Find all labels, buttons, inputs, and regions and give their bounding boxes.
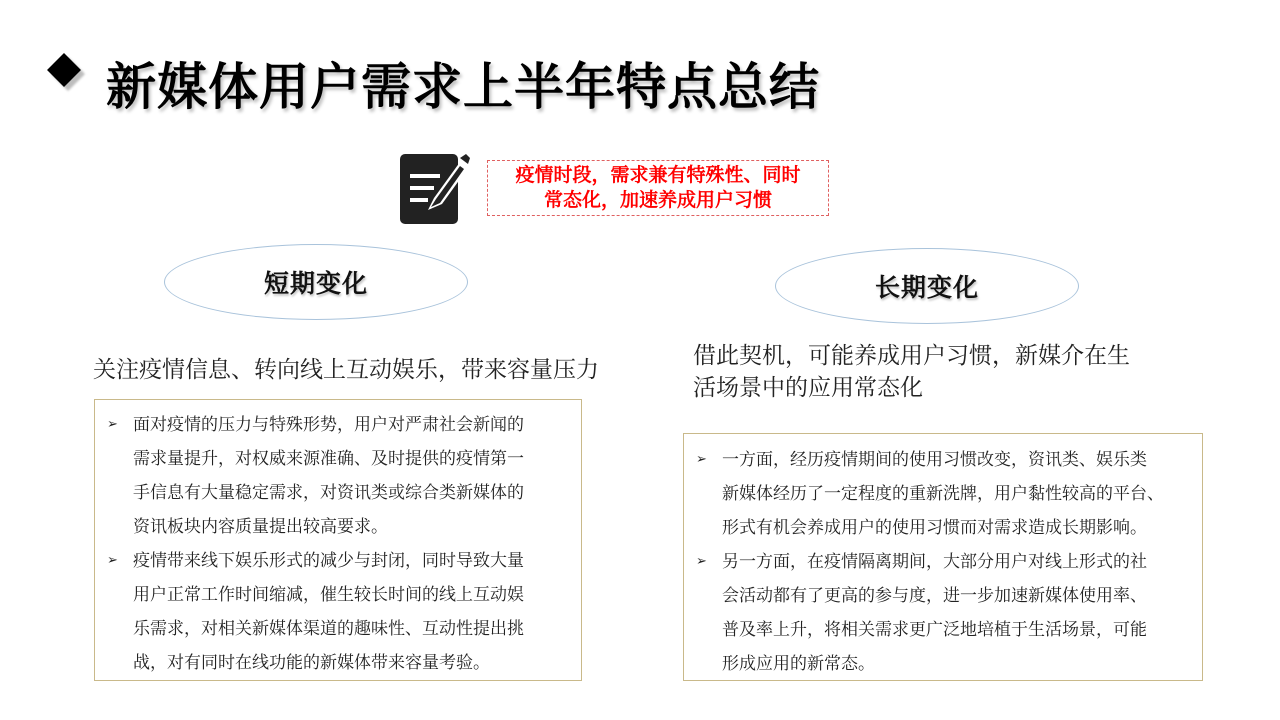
text-line: 新媒体经历了一定程度的重新洗牌，用户黏性较高的平台、 <box>722 484 1164 504</box>
list-item <box>105 544 571 680</box>
text-line: 形式有机会养成用户的使用习惯而对需求造成长期影响。 <box>722 518 1147 538</box>
text-line: 面对疫情的压力与特殊形势，用户对严肃社会新闻的 <box>133 415 524 435</box>
short-term-detail-box <box>94 399 582 681</box>
arrow-bullet-icon: ➢ <box>696 452 707 467</box>
text-line: 另一方面，在疫情隔离期间，大部分用户对线上形式的社 <box>722 552 1147 572</box>
text-line: 会活动都有了更高的参与度，进一步加速新媒体使用率、 <box>722 586 1147 606</box>
text-line: 普及率上升，将相关需求更广泛地培植于生活场景，可能 <box>722 620 1147 640</box>
long-term-heading-line: 借此契机，可能养成用户习惯，新媒介在生 <box>693 343 1130 369</box>
text-line: 手信息有大量稳定需求，对资讯类或综合类新媒体的 <box>133 483 524 503</box>
bullet-text <box>133 408 571 544</box>
long-term-heading-line: 活场景中的应用常态化 <box>693 375 923 401</box>
text-line: 用户正常工作时间缩减，催生较长时间的线上互动娱 <box>133 585 524 605</box>
long-term-label: 长期变化 <box>874 273 979 302</box>
text-line: 需求量提升，对权威来源准确、及时提供的疫情第一 <box>133 449 524 469</box>
arrow-bullet-icon: ➢ <box>107 417 118 432</box>
list-item <box>105 408 571 544</box>
text-line: 战，对有同时在线功能的新媒体带来容量考验。 <box>133 653 490 673</box>
callout-line: 疫情时段，需求兼有特殊性、同时 <box>515 164 801 186</box>
bullet-text <box>722 443 1192 545</box>
long-term-detail-box <box>683 433 1203 681</box>
short-term-label: 短期变化 <box>263 269 368 298</box>
text-line: 疫情带来线下娱乐形式的减少与封闭，同时导致大量 <box>133 551 524 571</box>
list-item <box>694 545 1192 681</box>
bullet-text <box>133 544 571 680</box>
text-line: 乐需求，对相关新媒体渠道的趣味性、互动性提出挑 <box>133 619 524 639</box>
long-term-heading <box>693 340 1130 404</box>
short-term-heading: 关注疫情信息、转向线上互动娱乐，带来容量压力 <box>93 357 599 383</box>
bullet-text <box>722 545 1192 681</box>
callout-line: 常态化，加速养成用户习惯 <box>543 189 772 211</box>
edit-note-icon <box>398 152 470 226</box>
arrow-bullet-icon: ➢ <box>696 554 707 569</box>
short-term-ellipse <box>164 244 468 320</box>
text-line: 一方面，经历疫情期间的使用习惯改变，资讯类、娱乐类 <box>722 450 1147 470</box>
long-term-ellipse <box>775 248 1079 324</box>
text-line: 资讯板块内容质量提出较高要求。 <box>133 517 388 537</box>
text-line: 形成应用的新常态。 <box>722 654 875 674</box>
callout-box <box>487 160 829 216</box>
page-title: 新媒体用户需求上半年特点总结 <box>106 58 820 116</box>
arrow-bullet-icon: ➢ <box>107 553 118 568</box>
list-item <box>694 443 1192 545</box>
